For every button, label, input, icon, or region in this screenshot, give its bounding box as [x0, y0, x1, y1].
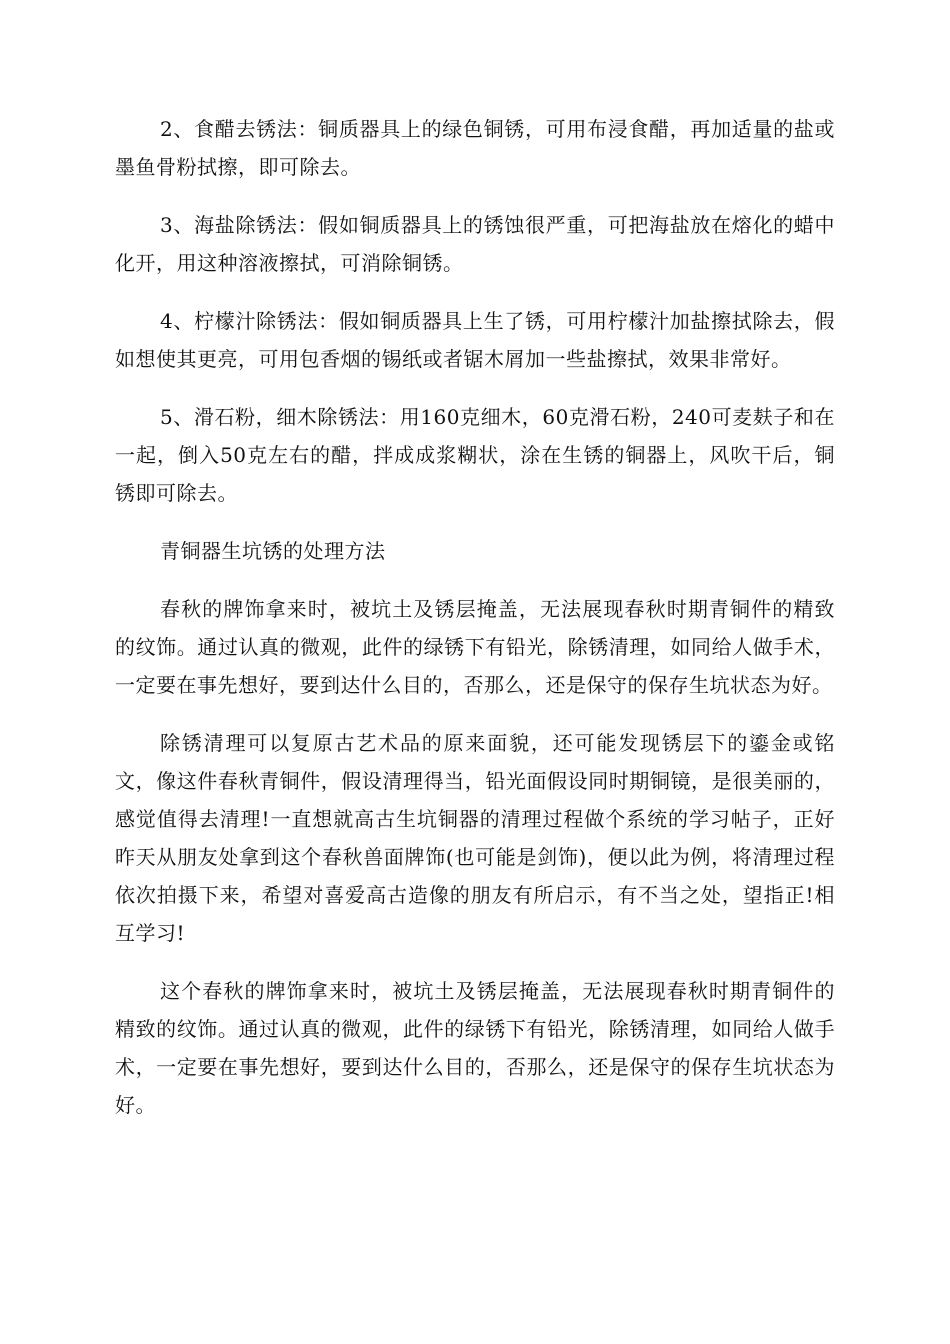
document-body — [115, 110, 835, 1144]
paragraph-plaque-repeat: 这个春秋的牌饰拿来时，被坑土及锈层掩盖，无法展现春秋时期青铜件的精致的纹饰。通过认真的微观，此件的绿锈下有铅光，除锈清理，如同给人做手术，一定要在事先想好，要到达什么目的，否那么，还是保守的保存生坑状态为好。 — [115, 979, 835, 1117]
paragraph-lemon-juice-method: 4、柠檬汁除锈法：假如铜质器具上生了锈，可用柠檬汁加盐擦拭除去，假如想使其更亮，可用包香烟的锡纸或者锯木屑加一些盐擦拭，效果非常好。 — [115, 309, 835, 371]
section-heading: 青铜器生坑锈的处理方法 — [160, 539, 386, 563]
paragraph-cleaning-purpose: 除锈清理可以复原古艺术品的原来面貌，还可能发现锈层下的鎏金或铭文，像这件春秋青铜件，假设清理得当，铅光面假设同时期铜镜，是很美丽的，感觉值得去清理!一直想就高古生坑铜器的清理过程做个系统的学习帖子，正好昨天从朋友处拿到这个春秋兽面牌饰(也可能是剑饰)，便以此为例，将清理过程依次拍摄下来，希望对喜爱高古造像的朋友有所启示，有不当之处，望指正!相互学习! — [115, 731, 835, 945]
paragraph-plaque-intro: 春秋的牌饰拿来时，被坑土及锈层掩盖，无法展现春秋时期青铜件的精致的纹饰。通过认真的微观，此件的绿锈下有铅光，除锈清理，如同给人做手术，一定要在事先想好，要到达什么目的，否那么，还是保守的保存生坑状态为好。 — [115, 597, 835, 697]
paragraph-sea-salt-method: 3、海盐除锈法：假如铜质器具上的锈蚀很严重，可把海盐放在熔化的蜡中化开，用这种溶液擦拭，可消除铜锈。 — [115, 213, 835, 275]
paragraph-vinegar-method: 2、食醋去锈法：铜质器具上的绿色铜锈，可用布浸食醋，再加适量的盐或墨鱼骨粉拭擦，即可除去。 — [115, 117, 835, 179]
paragraph-talc-wood-method: 5、滑石粉，细木除锈法：用160克细木，60克滑石粉，240可麦麸子和在一起，倒入50克左右的醋，拌成成浆糊状，涂在生锈的铜器上，风吹干后，铜锈即可除去。 — [115, 405, 835, 505]
